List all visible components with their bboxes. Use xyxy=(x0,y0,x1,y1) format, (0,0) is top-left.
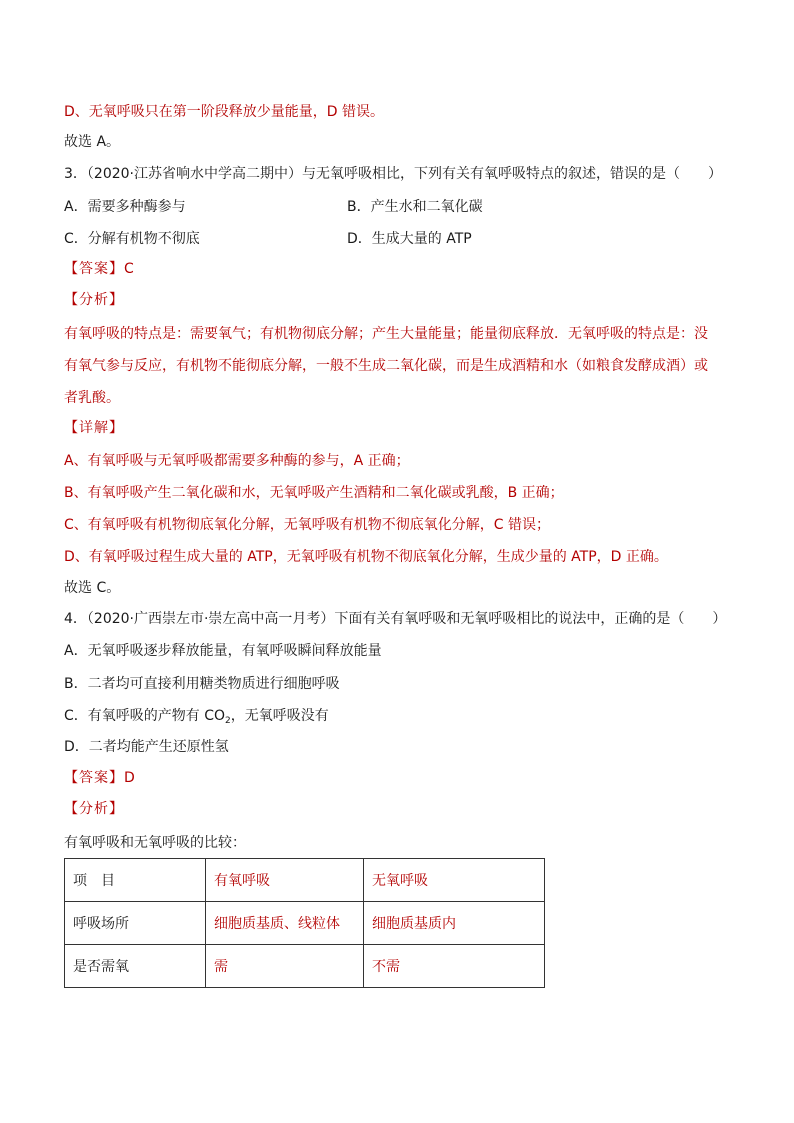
q3-analysis-line-1: 有氧呼吸的特点是：需要氧气；有机物彻底分解；产生大量能量；能量彻底释放．无氧呼吸的特点是：没 xyxy=(64,326,708,342)
q3-option-a: A．需要多种酶参与 xyxy=(64,199,186,215)
q3-detail-label: 【详解】 xyxy=(64,420,124,436)
table-header-row xyxy=(65,859,545,902)
q3-option-d: D．生成大量的 ATP xyxy=(347,231,472,247)
table-cell: 需 xyxy=(206,945,364,988)
q4-analysis-label: 【分析】 xyxy=(64,801,124,817)
q4-answer xyxy=(64,769,135,787)
table-cell: 细胞质基质、线粒体 xyxy=(206,902,364,945)
prev-option-d-explanation: D、无氧呼吸只在第一阶段释放少量能量，D 错误。 xyxy=(64,104,385,120)
answer-label: 【答案】 xyxy=(64,770,124,786)
table-header-cell: 项 目 xyxy=(65,859,206,902)
q4-option-c-text-end: ，无氧呼吸没有 xyxy=(230,708,329,724)
answer-label: 【答案】 xyxy=(64,261,124,277)
answer-value: D xyxy=(124,770,135,786)
q4-option-c xyxy=(64,707,329,730)
comparison-table xyxy=(64,858,545,988)
table-row xyxy=(65,902,545,945)
table-header-cell: 有氧呼吸 xyxy=(206,859,364,902)
q3-detail-line-b: B、有氧呼吸产生二氧化碳和水，无氧呼吸产生酒精和二氧化碳或乳酸，B 正确； xyxy=(64,485,564,501)
q3-detail-line-c: C、有氧呼吸有机物彻底氧化分解，无氧呼吸有机物不彻底氧化分解，C 错误； xyxy=(64,517,550,533)
table-cell: 不需 xyxy=(364,945,545,988)
table-cell: 呼吸场所 xyxy=(65,902,206,945)
prev-conclusion: 故选 A。 xyxy=(64,134,121,150)
q3-option-c: C．分解有机物不彻底 xyxy=(64,231,200,247)
q4-stem: 4．（2020·广西崇左市·崇左高中高一月考）下面有关有氧呼吸和无氧呼吸相比的说法中，正确的是（ ） xyxy=(64,611,727,627)
q3-analysis-line-2: 有氧气参与反应，有机物不能彻底分解，一般不生成二氧化碳，而是生成酒精和水（如粮食发酵成酒）或 xyxy=(64,358,708,374)
table-header-cell: 无氧呼吸 xyxy=(364,859,545,902)
table-cell: 是否需氧 xyxy=(65,945,206,988)
q3-answer xyxy=(64,260,134,278)
q4-option-b: B．二者均可直接利用糖类物质进行细胞呼吸 xyxy=(64,676,340,692)
q4-option-a: A．无氧呼吸逐步释放能量，有氧呼吸瞬间释放能量 xyxy=(64,643,382,659)
q3-analysis-line-3: 者乳酸。 xyxy=(64,390,120,406)
q3-analysis-label: 【分析】 xyxy=(64,292,124,308)
q4-option-d: D．二者均能产生还原性氢 xyxy=(64,739,229,755)
q3-detail-line-d: D、有氧呼吸过程生成大量的 ATP，无氧呼吸有机物不彻底氧化分解，生成少量的 ATP，D 正确。 xyxy=(64,549,668,565)
q3-option-b: B．产生水和二氧化碳 xyxy=(347,199,483,215)
q4-option-c-text: C．有氧呼吸的产物有 CO xyxy=(64,708,226,724)
q3-stem: 3．（2020·江苏省响水中学高二期中）与无氧呼吸相比，下列有关有氧呼吸特点的叙述，错误的是（ ） xyxy=(64,166,722,182)
q4-option-c-subscript: 2 xyxy=(225,716,231,726)
table-row xyxy=(65,945,545,988)
q4-compare-intro: 有氧呼吸和无氧呼吸的比较： xyxy=(64,835,246,851)
q3-conclusion: 故选 C。 xyxy=(64,580,121,596)
q3-detail-line-a: A、有氧呼吸与无氧呼吸都需要多种酶的参与，A 正确； xyxy=(64,453,410,469)
table-cell: 细胞质基质内 xyxy=(364,902,545,945)
answer-value: C xyxy=(124,261,134,277)
